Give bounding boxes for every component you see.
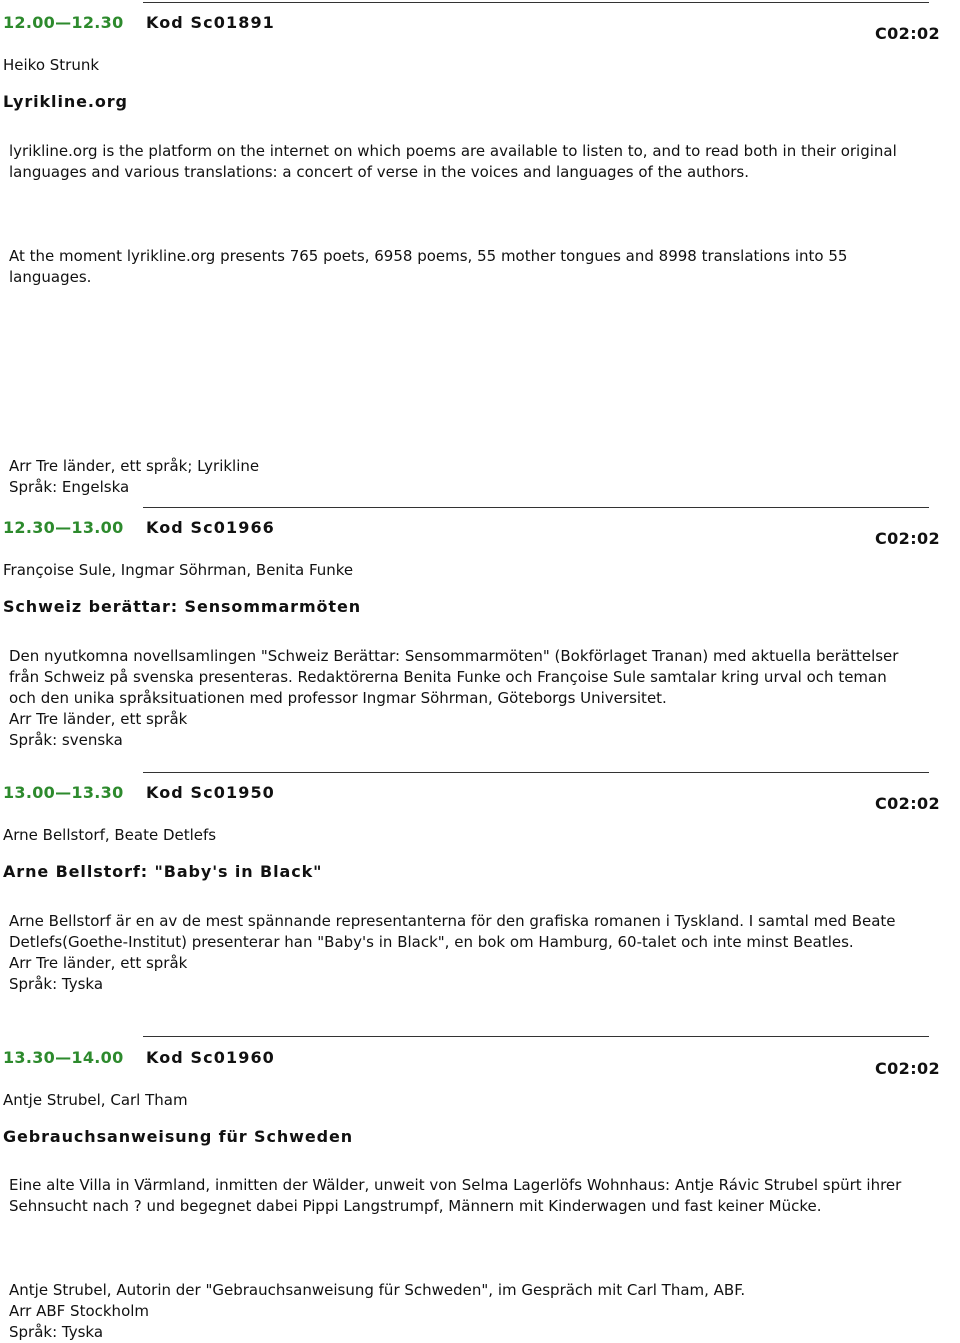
session-speakers: Antje Strubel, Carl Tham — [3, 1091, 188, 1109]
session-divider — [143, 772, 929, 773]
session-title: Gebrauchsanweisung für Schweden — [3, 1127, 353, 1146]
text-line: languages. — [9, 268, 92, 286]
session-room: C02:02 — [875, 24, 941, 43]
session-title: Arne Bellstorf: "Baby's in Black" — [3, 862, 323, 881]
text-line: från Schweiz på svenska presenteras. Redaktörerna Benita Funke och Françoise Sule samtalar kring urval och teman — [9, 668, 887, 686]
session-code: Kod Sc01966 — [146, 518, 275, 537]
text-line: Arr Tre länder, ett språk; Lyrikline — [9, 457, 260, 475]
text-line: Språk: Tyska — [9, 1323, 104, 1341]
session-title: Schweiz berättar: Sensommarmöten — [3, 597, 362, 616]
text-line: Eine alte Villa in Värmland, inmitten der Wälder, unweit von Selma Lagerlöfs Wohnhaus: Antje Rávic Strubel spürt ihrer — [9, 1176, 902, 1194]
session-code: Kod Sc01960 — [146, 1048, 275, 1067]
session-speakers: Françoise Sule, Ingmar Söhrman, Benita Funke — [3, 561, 354, 579]
text-line: Språk: Engelska — [9, 478, 130, 496]
text-line: Sehnsucht nach ? und begegnet dabei Pippi Langstrumpf, Männern mit Kinderwagen und fast keiner Mücke. — [9, 1197, 822, 1215]
session-room: C02:02 — [875, 794, 941, 813]
text-line: Antje Strubel, Autorin der "Gebrauchsanweisung für Schweden", im Gespräch mit Carl Tham, ABF. — [9, 1281, 746, 1299]
session-description — [9, 911, 960, 995]
text-line: Arr ABF Stockholm — [9, 1302, 150, 1320]
text-line: Arr Tre länder, ett språk — [9, 954, 188, 972]
text-line: Arr Tre länder, ett språk — [9, 710, 188, 728]
session-code: Kod Sc01950 — [146, 783, 275, 802]
session-room: C02:02 — [875, 1059, 941, 1078]
session-code: Kod Sc01891 — [146, 13, 275, 32]
text-line: languages and various translations: a concert of verse in the voices and languages of the authors. — [9, 163, 750, 181]
session-divider — [143, 507, 929, 508]
text-line: At the moment lyrikline.org presents 765 poets, 6958 poems, 55 mother tongues and 8998 translations into 55 — [9, 247, 848, 265]
session-description — [9, 1175, 960, 1217]
session-time: 12.00—12.30 — [3, 13, 124, 32]
session-time: 12.30—13.00 — [3, 518, 124, 537]
session-organizer — [9, 456, 960, 498]
text-line: Språk: Tyska — [9, 975, 104, 993]
session-divider — [143, 1036, 929, 1037]
session-divider — [143, 2, 929, 3]
text-line: lyrikline.org is the platform on the internet on which poems are available to listen to, and to read both in their original — [9, 142, 897, 160]
session-time: 13.00—13.30 — [3, 783, 124, 802]
text-line: Arne Bellstorf är en av de mest spännande representanterna för den grafiska romanen i Tyskland. I samtal med Beate — [9, 912, 896, 930]
session-room: C02:02 — [875, 529, 941, 548]
text-line: Den nyutkomna novellsamlingen "Schweiz Berättar: Sensommarmöten" (Bokförlaget Tranan) med aktuella berättelser — [9, 647, 899, 665]
session-time: 13.30—14.00 — [3, 1048, 124, 1067]
session-description — [9, 141, 960, 183]
session-speakers: Heiko Strunk — [3, 56, 100, 74]
session-title: Lyrikline.org — [3, 92, 128, 111]
session-description — [9, 246, 960, 288]
session-organizer — [9, 1280, 960, 1343]
session-speakers: Arne Bellstorf, Beate Detlefs — [3, 826, 217, 844]
text-line: Detlefs(Goethe-Institut) presenterar han "Baby's in Black", en bok om Hamburg, 60-talet och inte minst Beatles. — [9, 933, 854, 951]
text-line: Språk: svenska — [9, 731, 123, 749]
text-line: och den unika språksituationen med professor Ingmar Söhrman, Göteborgs Universitet. — [9, 689, 667, 707]
session-description — [9, 646, 960, 751]
